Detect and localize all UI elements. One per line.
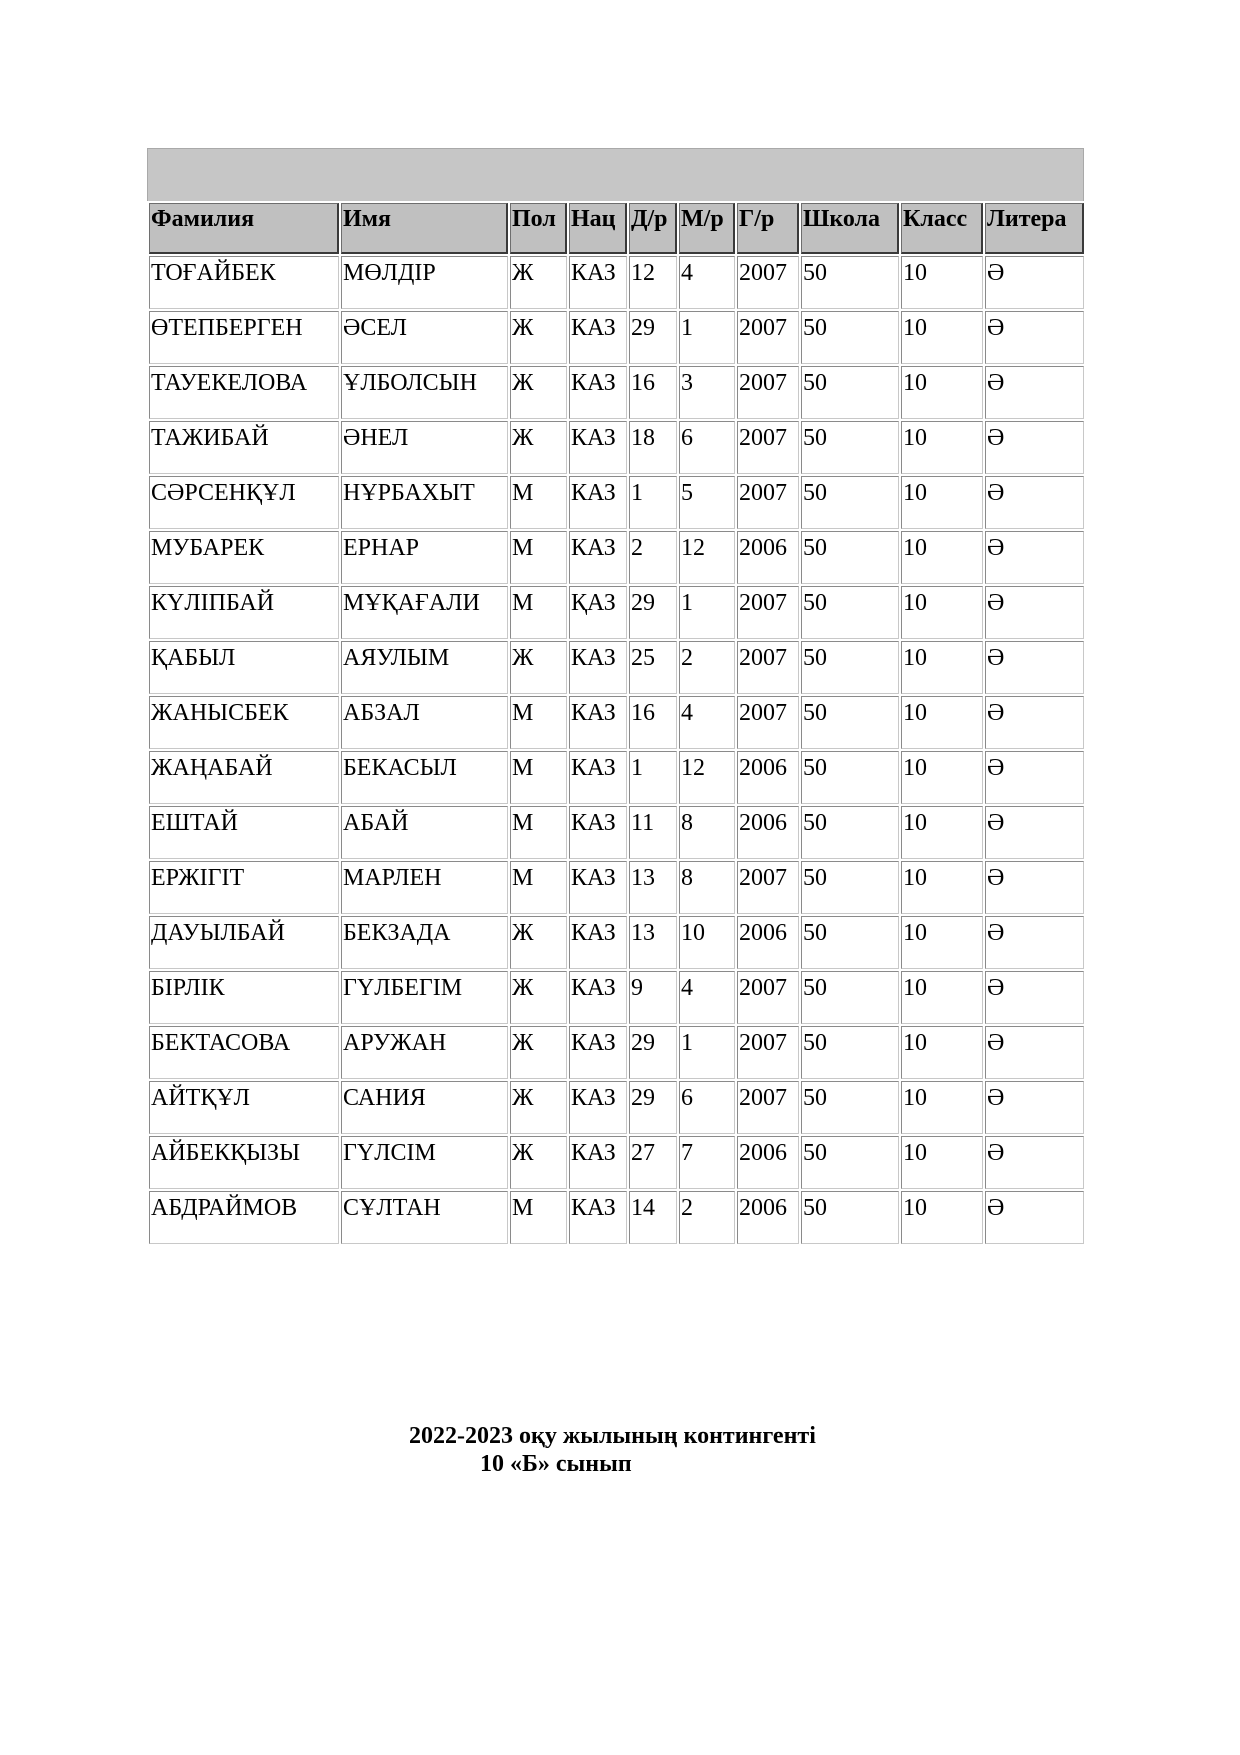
column-header-school: Школа xyxy=(801,203,899,254)
student-table xyxy=(147,201,1086,1246)
cell-birth-day: 12 xyxy=(629,256,677,309)
cell-birth-year: 2007 xyxy=(737,421,799,474)
cell-gender: М xyxy=(510,586,567,639)
cell-first-name: НҰРБАХЫТ xyxy=(341,476,508,529)
cell-birth-year: 2007 xyxy=(737,696,799,749)
table-row xyxy=(149,806,1084,859)
cell-birth-month: 8 xyxy=(679,806,735,859)
cell-birth-day: 18 xyxy=(629,421,677,474)
cell-first-name: МҰҚАҒАЛИ xyxy=(341,586,508,639)
cell-birth-year: 2007 xyxy=(737,311,799,364)
cell-first-name: ӘСЕЛ xyxy=(341,311,508,364)
cell-letter: Ә xyxy=(985,1081,1084,1134)
table-row xyxy=(149,916,1084,969)
cell-gender: М xyxy=(510,751,567,804)
cell-nationality: КАЗ xyxy=(569,1026,627,1079)
cell-surname: ЖАҢАБАЙ xyxy=(149,751,339,804)
cell-surname: БЕКТАСОВА xyxy=(149,1026,339,1079)
table-row xyxy=(149,1026,1084,1079)
table-row xyxy=(149,1081,1084,1134)
cell-gender: Ж xyxy=(510,971,567,1024)
cell-gender: М xyxy=(510,531,567,584)
column-header-nationality: Нац xyxy=(569,203,627,254)
cell-class: 10 xyxy=(901,641,983,694)
cell-school: 50 xyxy=(801,531,899,584)
cell-birth-day: 27 xyxy=(629,1136,677,1189)
cell-first-name: БЕКЗАДА xyxy=(341,916,508,969)
cell-nationality: КАЗ xyxy=(569,311,627,364)
cell-gender: Ж xyxy=(510,311,567,364)
cell-school: 50 xyxy=(801,476,899,529)
cell-first-name: МӨЛДІР xyxy=(341,256,508,309)
table-row xyxy=(149,256,1084,309)
cell-first-name: АБАЙ xyxy=(341,806,508,859)
cell-birth-month: 2 xyxy=(679,1191,735,1244)
cell-letter: Ә xyxy=(985,531,1084,584)
column-header-birth-month: М/р xyxy=(679,203,735,254)
cell-class: 10 xyxy=(901,806,983,859)
cell-letter: Ә xyxy=(985,641,1084,694)
cell-surname: ТОҒАЙБЕК xyxy=(149,256,339,309)
cell-class: 10 xyxy=(901,1136,983,1189)
cell-birth-year: 2006 xyxy=(737,1191,799,1244)
cell-letter: Ә xyxy=(985,751,1084,804)
cell-letter: Ә xyxy=(985,861,1084,914)
cell-class: 10 xyxy=(901,1026,983,1079)
cell-birth-year: 2007 xyxy=(737,256,799,309)
cell-birth-year: 2007 xyxy=(737,861,799,914)
cell-birth-day: 29 xyxy=(629,311,677,364)
cell-gender: М xyxy=(510,861,567,914)
cell-surname: АЙБЕКҚЫЗЫ xyxy=(149,1136,339,1189)
cell-gender: М xyxy=(510,806,567,859)
cell-class: 10 xyxy=(901,861,983,914)
cell-surname: АЙТҚҰЛ xyxy=(149,1081,339,1134)
cell-nationality: КАЗ xyxy=(569,971,627,1024)
cell-birth-year: 2007 xyxy=(737,476,799,529)
cell-nationality: КАЗ xyxy=(569,1081,627,1134)
cell-nationality: КАЗ xyxy=(569,696,627,749)
cell-gender: М xyxy=(510,476,567,529)
cell-birth-month: 3 xyxy=(679,366,735,419)
cell-surname: БІРЛІК xyxy=(149,971,339,1024)
cell-first-name: МАРЛЕН xyxy=(341,861,508,914)
column-header-surname: Фамилия xyxy=(149,203,339,254)
cell-first-name: ГҮЛБЕГІМ xyxy=(341,971,508,1024)
cell-gender: Ж xyxy=(510,256,567,309)
cell-gender: Ж xyxy=(510,1136,567,1189)
cell-birth-day: 29 xyxy=(629,586,677,639)
cell-birth-month: 12 xyxy=(679,531,735,584)
cell-gender: Ж xyxy=(510,1026,567,1079)
table-row xyxy=(149,586,1084,639)
caption-class-name: 10 «Б» сынып xyxy=(480,1451,632,1477)
cell-class: 10 xyxy=(901,256,983,309)
cell-nationality: КАЗ xyxy=(569,531,627,584)
table-row xyxy=(149,1191,1084,1244)
cell-surname: ТАУЕКЕЛОВА xyxy=(149,366,339,419)
table-body xyxy=(149,256,1084,1244)
cell-birth-year: 2006 xyxy=(737,531,799,584)
cell-letter: Ә xyxy=(985,1136,1084,1189)
cell-letter: Ә xyxy=(985,696,1084,749)
cell-surname: ӨТЕПБЕРГЕН xyxy=(149,311,339,364)
column-header-letter: Литера xyxy=(985,203,1084,254)
cell-birth-day: 29 xyxy=(629,1026,677,1079)
cell-birth-day: 1 xyxy=(629,751,677,804)
cell-school: 50 xyxy=(801,806,899,859)
cell-birth-month: 1 xyxy=(679,311,735,364)
column-header-birth-year: Г/р xyxy=(737,203,799,254)
cell-birth-day: 2 xyxy=(629,531,677,584)
cell-letter: Ә xyxy=(985,311,1084,364)
cell-birth-month: 5 xyxy=(679,476,735,529)
cell-school: 50 xyxy=(801,311,899,364)
cell-surname: СӘРСЕНҚҰЛ xyxy=(149,476,339,529)
cell-birth-month: 4 xyxy=(679,256,735,309)
cell-birth-day: 29 xyxy=(629,1081,677,1134)
column-header-first-name: Имя xyxy=(341,203,508,254)
column-header-class: Класс xyxy=(901,203,983,254)
cell-nationality: КАЗ xyxy=(569,421,627,474)
cell-school: 50 xyxy=(801,1026,899,1079)
contingent-sheet xyxy=(147,148,1084,1246)
cell-nationality: КАЗ xyxy=(569,1191,627,1244)
table-title-band xyxy=(147,148,1084,201)
cell-birth-year: 2007 xyxy=(737,1026,799,1079)
table-row xyxy=(149,311,1084,364)
cell-surname: АБДРАЙМОВ xyxy=(149,1191,339,1244)
table-row xyxy=(149,366,1084,419)
table-row xyxy=(149,531,1084,584)
cell-surname: КҮЛІПБАЙ xyxy=(149,586,339,639)
header-row xyxy=(149,203,1084,254)
cell-school: 50 xyxy=(801,971,899,1024)
cell-birth-month: 12 xyxy=(679,751,735,804)
cell-nationality: КАЗ xyxy=(569,366,627,419)
cell-gender: М xyxy=(510,696,567,749)
cell-surname: ЕШТАЙ xyxy=(149,806,339,859)
cell-nationality: КАЗ xyxy=(569,1136,627,1189)
cell-birth-month: 10 xyxy=(679,916,735,969)
cell-school: 50 xyxy=(801,1081,899,1134)
cell-class: 10 xyxy=(901,366,983,419)
cell-birth-month: 7 xyxy=(679,1136,735,1189)
cell-class: 10 xyxy=(901,696,983,749)
cell-letter: Ә xyxy=(985,1026,1084,1079)
cell-class: 10 xyxy=(901,531,983,584)
cell-birth-month: 8 xyxy=(679,861,735,914)
cell-school: 50 xyxy=(801,586,899,639)
cell-birth-month: 6 xyxy=(679,1081,735,1134)
cell-gender: Ж xyxy=(510,641,567,694)
cell-surname: ҚАБЫЛ xyxy=(149,641,339,694)
cell-birth-month: 4 xyxy=(679,696,735,749)
column-header-gender: Пол xyxy=(510,203,567,254)
cell-first-name: БЕКАСЫЛ xyxy=(341,751,508,804)
table-row xyxy=(149,641,1084,694)
cell-first-name: СҰЛТАН xyxy=(341,1191,508,1244)
table-row xyxy=(149,476,1084,529)
cell-birth-day: 25 xyxy=(629,641,677,694)
table-row xyxy=(149,971,1084,1024)
cell-school: 50 xyxy=(801,641,899,694)
cell-surname: ТАЖИБАЙ xyxy=(149,421,339,474)
cell-first-name: САНИЯ xyxy=(341,1081,508,1134)
cell-school: 50 xyxy=(801,1191,899,1244)
cell-birth-day: 16 xyxy=(629,696,677,749)
table-row xyxy=(149,1136,1084,1189)
cell-class: 10 xyxy=(901,1081,983,1134)
cell-birth-day: 9 xyxy=(629,971,677,1024)
cell-letter: Ә xyxy=(985,366,1084,419)
cell-school: 50 xyxy=(801,256,899,309)
cell-birth-day: 13 xyxy=(629,916,677,969)
cell-nationality: КАЗ xyxy=(569,476,627,529)
cell-nationality: КАЗ xyxy=(569,916,627,969)
cell-gender: Ж xyxy=(510,366,567,419)
cell-first-name: ГҮЛСІМ xyxy=(341,1136,508,1189)
table-row xyxy=(149,861,1084,914)
cell-first-name: АРУЖАН xyxy=(341,1026,508,1079)
cell-birth-day: 13 xyxy=(629,861,677,914)
cell-school: 50 xyxy=(801,861,899,914)
cell-birth-year: 2006 xyxy=(737,916,799,969)
cell-letter: Ә xyxy=(985,1191,1084,1244)
cell-school: 50 xyxy=(801,1136,899,1189)
cell-gender: Ж xyxy=(510,916,567,969)
table-row xyxy=(149,751,1084,804)
cell-surname: ЖАНЫСБЕК xyxy=(149,696,339,749)
cell-class: 10 xyxy=(901,586,983,639)
column-header-birth-day: Д/р xyxy=(629,203,677,254)
cell-letter: Ә xyxy=(985,806,1084,859)
cell-birth-year: 2007 xyxy=(737,366,799,419)
cell-school: 50 xyxy=(801,751,899,804)
cell-birth-month: 2 xyxy=(679,641,735,694)
cell-class: 10 xyxy=(901,476,983,529)
cell-letter: Ә xyxy=(985,256,1084,309)
cell-surname: ДАУЫЛБАЙ xyxy=(149,916,339,969)
cell-birth-month: 6 xyxy=(679,421,735,474)
cell-birth-month: 4 xyxy=(679,971,735,1024)
cell-class: 10 xyxy=(901,916,983,969)
cell-birth-day: 16 xyxy=(629,366,677,419)
cell-nationality: КАЗ xyxy=(569,256,627,309)
cell-surname: ЕРЖІГІТ xyxy=(149,861,339,914)
cell-nationality: КАЗ xyxy=(569,861,627,914)
cell-school: 50 xyxy=(801,696,899,749)
cell-birth-month: 1 xyxy=(679,586,735,639)
cell-surname: МУБАРЕК xyxy=(149,531,339,584)
cell-first-name: АЯУЛЫМ xyxy=(341,641,508,694)
cell-birth-day: 1 xyxy=(629,476,677,529)
cell-letter: Ә xyxy=(985,971,1084,1024)
cell-gender: Ж xyxy=(510,1081,567,1134)
cell-birth-year: 2007 xyxy=(737,1081,799,1134)
cell-class: 10 xyxy=(901,421,983,474)
cell-school: 50 xyxy=(801,421,899,474)
cell-class: 10 xyxy=(901,311,983,364)
table-row xyxy=(149,696,1084,749)
cell-class: 10 xyxy=(901,751,983,804)
cell-letter: Ә xyxy=(985,586,1084,639)
cell-class: 10 xyxy=(901,971,983,1024)
cell-nationality: КАЗ xyxy=(569,641,627,694)
cell-first-name: ЕРНАР xyxy=(341,531,508,584)
cell-nationality: КАЗ xyxy=(569,751,627,804)
caption-academic-year: 2022-2023 оқу жылының контингенті xyxy=(409,1423,816,1449)
cell-school: 50 xyxy=(801,366,899,419)
cell-birth-day: 11 xyxy=(629,806,677,859)
cell-nationality: ҚАЗ xyxy=(569,586,627,639)
cell-birth-day: 14 xyxy=(629,1191,677,1244)
cell-class: 10 xyxy=(901,1191,983,1244)
cell-gender: М xyxy=(510,1191,567,1244)
cell-birth-year: 2006 xyxy=(737,1136,799,1189)
cell-birth-year: 2006 xyxy=(737,751,799,804)
cell-birth-year: 2006 xyxy=(737,806,799,859)
cell-school: 50 xyxy=(801,916,899,969)
cell-letter: Ә xyxy=(985,916,1084,969)
cell-letter: Ә xyxy=(985,476,1084,529)
cell-letter: Ә xyxy=(985,421,1084,474)
cell-first-name: ҰЛБОЛСЫН xyxy=(341,366,508,419)
table-row xyxy=(149,421,1084,474)
cell-birth-year: 2007 xyxy=(737,586,799,639)
cell-first-name: АБЗАЛ xyxy=(341,696,508,749)
cell-birth-year: 2007 xyxy=(737,641,799,694)
cell-gender: Ж xyxy=(510,421,567,474)
cell-first-name: ӘНЕЛ xyxy=(341,421,508,474)
cell-birth-year: 2007 xyxy=(737,971,799,1024)
cell-nationality: КАЗ xyxy=(569,806,627,859)
cell-birth-month: 1 xyxy=(679,1026,735,1079)
